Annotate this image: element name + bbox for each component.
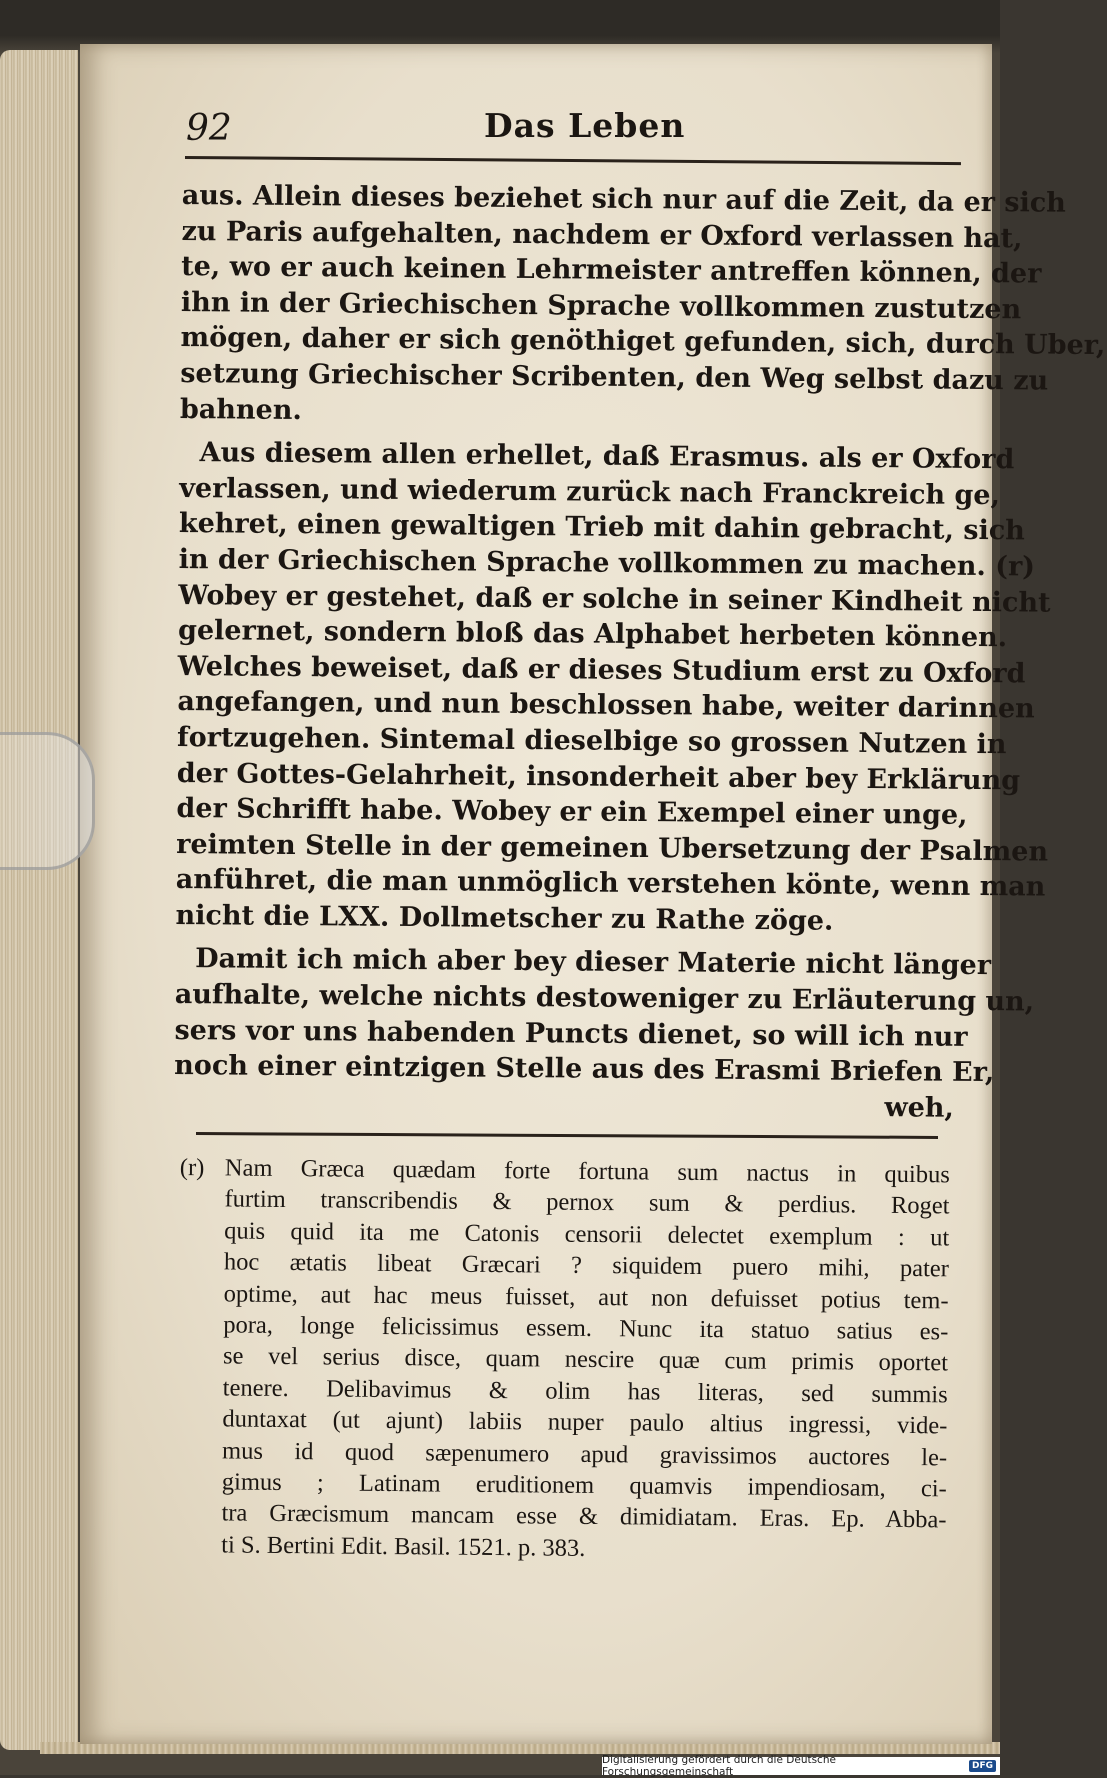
footnote-line: ti S. Bertini Edit. Basil. 1521. p. 383. <box>221 1531 586 1562</box>
digitization-banner <box>602 1754 1000 1778</box>
body-line: anführet, die man unmöglich verstehen könte, wenn man <box>175 864 1046 903</box>
footnote-line: furtim transcribendis & pernox sum & perdius. Roget <box>224 1185 950 1220</box>
footnote-line: mus id quod sæpenumero apud gravissimos auctores le- <box>222 1436 948 1471</box>
running-head-title: Das Leben <box>484 106 686 145</box>
footnote-line: pora, longe felicissimus essem. Nunc ita statuo satius es- <box>223 1311 949 1346</box>
body-line: angefangen, und nun beschlossen habe, weiter darinnen <box>177 686 1035 725</box>
body-line: nicht die LXX. Dollmetscher zu Rathe zöge. <box>175 899 834 937</box>
body-line: Damit ich mich aber bey dieser Materie nicht länger <box>195 943 992 982</box>
body-line: gelernet, sondern bloß das Alphabet herbeten können. <box>177 615 1008 654</box>
body-line: setzung Griechischer Scribenten, den Weg selbst dazu zu <box>180 357 1049 397</box>
running-head <box>186 102 886 152</box>
body-line: aufhalte, welche nichts destoweniger zu Erläuterung un, <box>174 979 1035 1018</box>
body-text <box>174 178 1106 1126</box>
footnote-line: tenere. Delibavimus & olim has literas, sed summis <box>222 1374 948 1409</box>
body-line: kehret, einen gewaltigen Trieb mit dahin gebracht, sich <box>178 508 1026 547</box>
body-line: weh, <box>884 1092 955 1124</box>
footnote-line: tra Græcismum mancam esse & dimidiatam. Eras. Ep. Abba- <box>221 1499 947 1534</box>
footnote-line: se vel serius disce, quam nescire quæ cum primis oportet <box>222 1342 949 1377</box>
book-clip <box>0 732 95 870</box>
body-line: verlassen, und wiederum zurück nach Franckreich ge, <box>179 472 1001 511</box>
body-line: te, wo er auch keinen Lehrmeister antreffen können, der <box>181 251 1042 290</box>
page-edges <box>0 50 78 1750</box>
body-line: aus. Allein dieses beziehet sich nur auf die Zeit, da er sich <box>181 179 1066 219</box>
body-line: zu Paris aufgehalten, nachdem er Oxford verlassen hat, <box>181 215 1023 254</box>
body-line: Wobey er gestehet, daß er solche in seiner Kindheit nicht <box>178 579 1051 619</box>
body-line: Aus diesem allen erhellet, daß Erasmus. als er Oxford <box>199 437 1015 476</box>
body-line: der Schrifft habe. Wobey er ein Exempel einer unge, <box>176 793 968 831</box>
footnote-lines <box>221 1152 950 1567</box>
footnote-mark: (r) <box>179 1153 205 1182</box>
footnote-line: gimus ; Latinam eruditionem quamvis impendiosam, ci- <box>221 1468 947 1503</box>
footnote-line: optime, aut hac meus fuisset, aut non defuisset potius tem- <box>223 1279 949 1314</box>
dfg-logo: DFG <box>969 1760 996 1772</box>
digitization-credit: Digitalisierung gefördert durch die Deutsche Forschungsgemeinschaft <box>602 1754 836 1778</box>
footnote-line: Nam Græca quædam forte fortuna sum nactus in quibus <box>224 1154 950 1189</box>
body-line: Welches beweiset, daß er dieses Studium erst zu Oxford <box>177 650 1026 690</box>
body-line: bahnen. <box>179 393 302 426</box>
footnote-line: hoc ætatis libeat Græcari ? siquidem puero mihi, pater <box>223 1248 950 1283</box>
footnote <box>176 1152 950 1567</box>
body-line: noch einer eintzigen Stelle aus des Erasmi Briefen Er, <box>174 1050 995 1089</box>
page-number: 92 <box>186 108 232 149</box>
body-line: fortzugehen. Sintemal dieselbige so grossen Nutzen in <box>176 721 1007 761</box>
body-line: mögen, daher er sich genöthiget gefunden, sich, durch Uber, <box>180 322 1106 362</box>
body-line: sers vor uns habenden Puncts dienet, so will ich nur <box>174 1014 968 1053</box>
footnote-line: duntaxat (ut ajunt) labiis nuper paulo altius ingressi, vide- <box>222 1405 948 1440</box>
footnote-line: quis quid ita me Catonis censorii delectet exemplum : ut <box>224 1217 950 1252</box>
body-line: reimten Stelle in der gemeinen Ubersetzung der Psalmen <box>176 828 1049 868</box>
body-line: ihn in der Griechischen Sprache vollkommen zustutzen <box>180 286 1022 326</box>
body-line: in der Griechischen Sprache vollkommen zu machen. (r) <box>178 543 1036 583</box>
body-line: der Gottes-Gelahrheit, insonderheit aber bey Erklärung <box>176 757 1021 796</box>
